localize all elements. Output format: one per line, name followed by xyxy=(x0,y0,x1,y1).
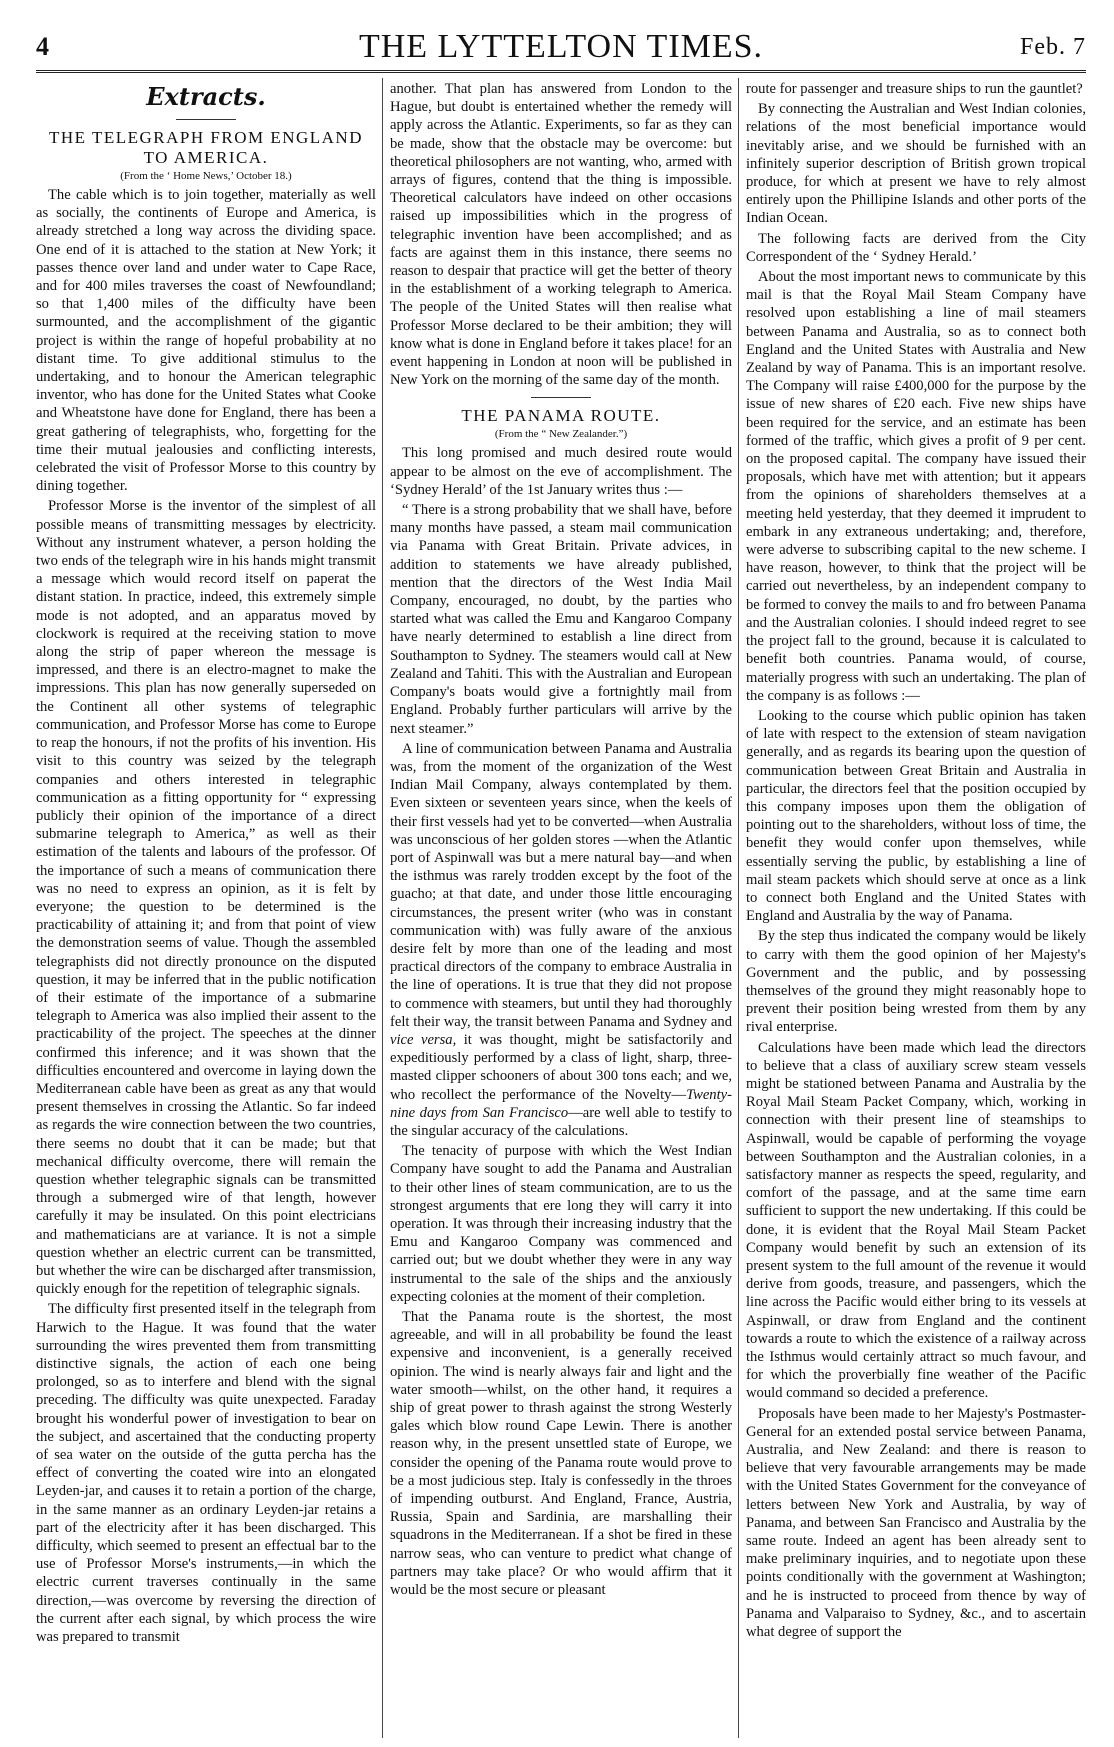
masthead-rule xyxy=(36,70,1086,73)
paragraph-continued: another. That plan has answered from London to the Hague, but doubt is entertained whether the remedy will apply across the Atlantic. Experiments, so far as they can be made, show that the obstacle may be overcome: but theoretical philosophers are not wanting, who, armed with arrays of figures, contend that the thing is impossible. Theoretical calculators have indeed on other occasions raised up impossibilities which in the progress of telegraphic invention have been accomplished; and as facts are against them in this instance, there seems no reason to despair that practice will get the better of theory in the establishment of a working telegraph to America. The people of the United States will then realise what Professor Morse declared to be their ambition; they will know what is done in England before it takes place! for an event happening in London at noon will be published in New York on the morning of the same day of the month. xyxy=(390,81,732,389)
paragraph: The tenacity of purpose with which the West Indian Company have sought to add the Panama and Australian to their other lines of steam communication, are to us the strongest arguments that ere long they will carry it into operation. It was through their increasing industry that the Emu and Kangaroo Company was commenced and carried out; but we doubt whether they were in any way instrumental to the sale of the ships and the anxiously expecting colonies at the moment of their completion. xyxy=(390,1143,732,1305)
column-divider xyxy=(738,78,739,1738)
paragraph: By connecting the Australian and West Indian colonies, relations of the most beneficial importance would inevitably arise, and we should be furnished with an infinitely superior description of British grown tropical produce, for which at present we have to rely almost entirely upon the Phillipine Islands and other ports of the Indian Ocean. xyxy=(746,101,1086,227)
column-2 xyxy=(390,80,732,1735)
italic-text: vice versa, xyxy=(390,1031,457,1048)
page-number: 4 xyxy=(36,32,49,61)
paragraph: The difficulty first presented itself in the telegraph from Harwich to the Hague. It was found that the water surrounding the wires prevented them from transmitting distinctive signals, the action of each one being prolonged, so as to interfere and blend with the signal preceding. The difficulty was quite unexpected. Faraday brought his wonderful power of investigation to bear on the subject, and ascertained that the conducting property of sea water on the outside of the gutta percha has the effect of converting the coated wire into an elongated Leyden-jar, and causes it to retain a portion of the charge, in the same manner as an ordinary Leyden-jar retains a part of the electricity after it has been discharged. This difficulty, which seemed to present an effectual bar to the use of Professor Morse's instruments,—in which the electric current traverses continually in the same direction,—was overcome by reversing the direction of the current after each signal, by which process the wire was prepared to transmit xyxy=(36,1301,376,1646)
paragraph: The cable which is to join together, materially as well as socially, the continents of Europe and America, is already stretched a long way across the dividing space. One end of it is attached to the station at New York; it passes thence over land and under water to Cape Race, and for 400 miles traverses the coast of Newfoundland; so that 1,400 miles of the difficulty have been surmounted, and the accomplishment of the gigantic project is within the range of hopeful probability at no distant time. To give additional stimulus to the undertaking, and to honour the American telegraphic inventor, who has done for the United States what Cooke and Wheatstone have done for England, there has been a great gathering of telegraphists, who, forgetting for the time their mutual jealousies and conflicting interests, celebrated the visit of Professor Morse to this country by dining together. xyxy=(36,187,376,495)
article-source: (From the “ New Zealander.”) xyxy=(494,428,628,441)
column-3 xyxy=(746,80,1086,1735)
article-source: (From the ‘ Home News,’ October 18.) xyxy=(120,170,292,182)
issue-date: Feb. 7 xyxy=(1020,34,1086,60)
paragraph: Looking to the course which public opinion has taken of late with respect to the extension of steam navigation generally, and as regards its bearing upon the question of communication between Great Britain and Australia in particular, the directors feel that the position occupied by this company imposes upon them the obligation of pointing out to the shareholders, without loss of time, the benefit they would confer upon themselves, while essentially serving the public, by establishing a line of mail steam packets which should serve at once as a link to connect both England and the United States with England and Australia by the way of Panama. xyxy=(746,707,1086,925)
paragraph: Professor Morse is the inventor of the simplest of all possible means of transmitting messages by electricity. Without any instrument whatever, a person holding the two ends of the telegraph wire in his hands might transmit a message which would record itself on paperat the distant station. In practice, indeed, this extremely simple mode is not adopted, and an apparatus moved by clockwork is required at the receiving station to move along the strip of paper whereon the message is impressed, and there is an electro-magnet to make the impressions. This plan has now generally superseded on the Continent all other systems of telegraphic communication, and Professor Morse has come to Europe to reap the honours, if not the profits of his invention. His visit to this country was seized by the telegraph companies and others interested in telegraphic communication as a fitting opportunity for “ expressing publicly their opinion of the importance of a direct submarine telegraph to America,” as well as their estimation of the talents and labours of the professor. Of the importance of such a means of communication there was no need to express an opinion, as it is felt by everyone; the question to be determined is the practicability of attaining it; and from that point of view the demonstration seems of value. Though the assembled telegraphists did not directly pronounce on the disputed question, it may be inferred that in the public notification of their estimate of the importance of a submarine telegraph to America was also implied their assent to the practicability of the project. The speeches at the dinner confirmed this inference; and it was shown that the difficulties encountered and overcome in laying down the Mediterranean cable have been as great as any that would present themselves in crossing the Atlantic. So far indeed as regards the wire connection between the two countries, there seems no doubt that it can be made; but that mechanical difficulty overcome, there will remain the question whether telegraphic signals can be transmitted through a submerged wire of that length, however carefully it may be insulated. On this point electricians and mathematicians are at variance. It is not a simple question whether an electric current can be transmitted, but whether the wire can be discharged after transmission, quickly enough for the repetition of telegraphic signals. xyxy=(36,498,376,1298)
paragraph: The following facts are derived from the City Correspondent of the ‘ Sydney Herald.’ xyxy=(746,230,1086,265)
text-run: A line of communication between Panama and Australia was, from the moment of the organization of the West Indian Mail Company, always contemplated by them. Even sixteen or seventeen years since, when the keels of their first vessels had yet to be converted—when Australia was unconscious of her golden stores —when the Atlantic port of Aspinwall was but a mere natural bay—and when the isthmus was rarely trodden except by the foot of the guacho; at that date, and under those little encouraging circumstances, the present writer (who was in constant communication with) was fully aware of the anxious desire felt by more than one of the leading and most practical directors of the company to embrace Australia in the line of operations. It is true that they did not propose to commence with steamers, but until they had thoroughly felt their way, the transit between Panama and Sydney and xyxy=(390,740,732,1030)
paragraph: Proposals have been made to her Majesty's Postmaster-General for an extended postal service between Panama, Australia, and New Zealand: and there is reason to believe that very favourable arrangements may be made with the United States Government for the conveyance of letters between New York and Australia, by way of Panama, and between San Francisco and Australia by the same route. Indeed an agent has been already sent to make preliminary inquiries, and to negotiate upon these points conditionally with the government at Washington; and he is instructed to proceed from thence by way of Panama and Valparaiso to Sydney, &c., and to ascertain what degree of support the xyxy=(746,1405,1086,1641)
paragraph xyxy=(390,740,732,1140)
italic-text: Twenty-nine days from San Francisco xyxy=(390,1086,732,1121)
paragraph: That the Panama route is the shortest, the most agreeable, and will in all probability be found the least expensive and inconvenient, is a generally received opinion. The wind is nearly always fair and light and the water smooth—whilst, on the other hand, it requires a ship of great power to thrash against the strong Westerly gales which blow round Cape Lewin. There is another reason why, in the present unsettled state of Europe, we consider the opening of the Panama route would prove to be a most judicious step. Italy is confessedly in the throes of impending outburst. And England, France, Austria, Russia, Spain and Sardinia, are marshalling their squadrons in the Mediterranean. If a shot be fired in these narrow seas, who can venture to predict what change of partners may take place? Or who would affirm that it would be the most secure or pleasant xyxy=(390,1309,732,1599)
paragraph: This long promised and much desired route would appear to be almost on the eve of accomplishment. The ‘Sydney Herald’ of the 1st January writes thus :— xyxy=(390,445,732,498)
newspaper-title: THE LYTTELTON TIMES. xyxy=(358,28,764,65)
section-label: Extracts. xyxy=(146,82,266,111)
text-run: —are well able to testify to the singular accuracy of the calculations. xyxy=(390,1104,732,1139)
paragraph: “ There is a strong probability that we shall have, before many months have passed, a steam mail communication via Panama with Great Britain. Private advices, in addition to statements we have already published, mention that the directors of the West India Mail Company, encouraged, no doubt, by the parties who started what was called the Emu and Kangaroo Company have nearly determined to establish a line direct from Southampton to Sydney. The steamers would call at New Zealand and Tahiti. This with the Australian and European Company's boats would give a fortnightly mail from England. Probably further particulars will arrive by the next steamer.” xyxy=(390,502,732,737)
paragraph: Calculations have been made which lead the directors to believe that a class of auxiliary screw steam vessels might be stationed between Panama and Australia by the Royal Mail Steam Packet Company, which, working in connection with their present line of steamships to Aspinwall, would be capable of performing the voyage between Southampton and the Australian colonies, in a satisfactory manner as respects the speed, regularity, and comfort of the passage, and at the same time earn sufficient to support the new undertaking. If this could be done, it is evident that the Royal Mail Steam Packet Company would benefit by such an extension of its present system to the full amount of the revenue it would derive from goods, treasure, and passengers, which the line across the Pacific would either bring to its vessels at Aspinwall, or draw from England and the continent towards a route to which the existence of a railway across the Isthmus would certainly attract so much favour, and for which the proverbially fine weather of the Pacific would command so decided a preference. xyxy=(746,1039,1086,1402)
article-headline: THE PANAMA ROUTE. xyxy=(461,406,661,426)
short-rule xyxy=(176,119,236,120)
text-run: it was thought, might be satisfactorily and expeditiously performed by a class of light, sharp, three-masted clipper schooners of about 300 tons each; and we, who recollect the performance of the Novelty— xyxy=(390,1031,732,1103)
article-headline: THE TELEGRAPH FROM ENGLAND TO AMERICA. xyxy=(49,128,363,167)
masthead xyxy=(36,22,1086,70)
paragraph: By the step thus indicated the company would be likely to carry with them the good opinion of her Majesty's Government and the public, and by possessing themselves of the ground they might reasonably hope to prevent their position being wrested from them by any rival enterprise. xyxy=(746,928,1086,1036)
column-divider xyxy=(382,78,383,1738)
paragraph-continued: route for passenger and treasure ships to run the gauntlet? xyxy=(746,81,1083,97)
column-1 xyxy=(36,80,376,1735)
paragraph: About the most important news to communicate by this mail is that the Royal Mail Steam Company have resolved upon establishing a line of mail steamers between Panama and Australia, so as to connect both England and the United States with Australia and New Zealand by way of Panama. This is an important resolve. The Company will raise £400,000 for the purpose by the issue of new shares of £20 each. Five new ships have been required for the service, and an estimate has been formed of the traffic, which gives a profit of 9 per cent. on the proposed capital. The company have issued their proposals, which have met with attention; but it appears from the opinions of shareholders themselves at a meeting held yesterday, that they deemed it imprudent to embark in any extraneous undertaking; and, therefore, were adverse to subscribing capital to the new scheme. I have reason, however, to think that the project will be carried out nevertheless, by an independent company to be formed to convey the mails to and fro between Panama and the Australian colonies. I should indeed regret to see the project fall to the ground, because it is calculated to benefit both countries. Panama would, of course, materially progress with such an undertaking. The plan of the company is as follows :— xyxy=(746,269,1086,704)
short-rule xyxy=(531,397,591,398)
